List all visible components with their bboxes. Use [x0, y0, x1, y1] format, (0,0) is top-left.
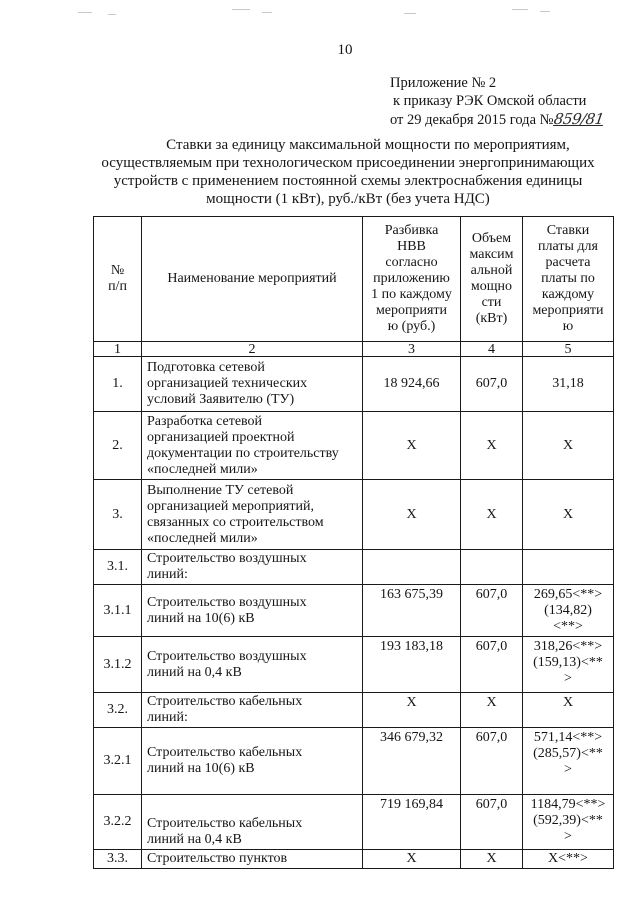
nvv-breakdown-cell: X [363, 850, 461, 869]
max-power-cell: X [461, 480, 523, 550]
table-row [94, 357, 614, 412]
rate-cell: X [523, 412, 614, 480]
row-number-cell: 3.2. [94, 693, 142, 728]
appendix-order-reference: к приказу РЭК Омской области [393, 93, 587, 109]
table-row [94, 637, 614, 693]
max-power-cell [461, 550, 523, 585]
row-number-cell: 3.1.2 [94, 637, 142, 693]
nvv-breakdown-cell: X [363, 480, 461, 550]
nvv-breakdown-cell: 193 183,18 [363, 637, 461, 693]
table-row [94, 412, 614, 480]
title-line: Ставки за единицу максимальной мощности по мероприятиям, [166, 137, 570, 153]
page-number: 10 [337, 42, 353, 58]
appendix-header [390, 74, 604, 129]
rate-cell: X [523, 480, 614, 550]
nvv-breakdown-cell: 719 169,84 [363, 795, 461, 850]
scan-artifact [512, 9, 528, 10]
activity-name-cell: Строительство воздушных линий на 10(6) кВ [142, 585, 363, 637]
activity-name-cell: Строительство пунктов [142, 850, 363, 869]
activity-name-cell: Строительство воздушных линий: [142, 550, 363, 585]
row-number-cell: 3.3. [94, 850, 142, 869]
column-number: 2 [142, 342, 363, 357]
row-number-cell: 3.1.1 [94, 585, 142, 637]
rate-cell: X<**> [523, 850, 614, 869]
nvv-breakdown-cell: 18 924,66 [363, 357, 461, 412]
max-power-cell: 607,0 [461, 637, 523, 693]
rate-cell: 31,18 [523, 357, 614, 412]
column-number: 4 [461, 342, 523, 357]
row-number-cell: 1. [94, 357, 142, 412]
header-max-power: Объем максим альной мощно сти (кВт) [461, 217, 523, 342]
column-number: 3 [363, 342, 461, 357]
rate-cell: 1184,79<**> (592,39)<** > [523, 795, 614, 850]
activity-name-cell: Выполнение ТУ сетевой организацией мероприятий, связанных со строительством «последней мили» [142, 480, 363, 550]
activity-name-cell: Подготовка сетевой организацией технических условий Заявителю (ТУ) [142, 357, 363, 412]
appendix-order-date-text: от 29 декабря 2015 года № [390, 112, 554, 128]
row-number-cell: 2. [94, 412, 142, 480]
table-row [94, 728, 614, 795]
nvv-breakdown-cell: X [363, 693, 461, 728]
rate-cell [523, 550, 614, 585]
activity-name-cell: Строительство воздушных линий на 0,4 кВ [142, 637, 363, 693]
row-number-cell: 3. [94, 480, 142, 550]
table-row [94, 795, 614, 850]
max-power-cell: X [461, 693, 523, 728]
table-row [94, 693, 614, 728]
column-numbers-row [94, 342, 614, 357]
table-row [94, 850, 614, 869]
scan-artifact [262, 12, 272, 13]
header-rate: Ставки платы для расчета платы по каждому мероприяти ю [523, 217, 614, 342]
scan-artifact [404, 13, 416, 14]
max-power-cell: X [461, 850, 523, 869]
rate-cell: 571,14<**> (285,57)<** > [523, 728, 614, 795]
row-number-cell: 3.2.1 [94, 728, 142, 795]
header-nvv-breakdown: Разбивка НВВ согласно приложению 1 по каждому мероприяти ю (руб.) [363, 217, 461, 342]
scan-artifact [232, 9, 250, 10]
scan-artifact [78, 12, 92, 13]
max-power-cell: X [461, 412, 523, 480]
activity-name-cell: Разработка сетевой организацией проектной документации по строительству «последней мили» [142, 412, 363, 480]
max-power-cell: 607,0 [461, 728, 523, 795]
activity-name-cell: Строительство кабельных линий на 0,4 кВ [142, 795, 363, 850]
table-row [94, 480, 614, 550]
appendix-order-date [390, 110, 604, 129]
nvv-breakdown-cell: X [363, 412, 461, 480]
row-number-cell: 3.2.2 [94, 795, 142, 850]
max-power-cell: 607,0 [461, 795, 523, 850]
rate-cell: 318,26<**> (159,13)<** > [523, 637, 614, 693]
title-line: мощности (1 кВт), руб./кВт (без учета НДС) [206, 191, 490, 207]
scan-artifact [108, 14, 116, 15]
activity-name-cell: Строительство кабельных линий: [142, 693, 363, 728]
nvv-breakdown-cell: 346 679,32 [363, 728, 461, 795]
table-row [94, 550, 614, 585]
title-line: устройств с применением постоянной схемы электроснабжения единицы [113, 173, 583, 189]
nvv-breakdown-cell: 163 675,39 [363, 585, 461, 637]
header-activity-name: Наименование мероприятий [142, 217, 363, 342]
appendix-title: Приложение № 2 [390, 75, 497, 91]
activity-name-cell: Строительство кабельных линий на 10(6) кВ [142, 728, 363, 795]
rate-cell: X [523, 693, 614, 728]
title-line: осуществляемым при технологическом присоединении энергопринимающих [101, 155, 595, 171]
max-power-cell: 607,0 [461, 585, 523, 637]
rates-table [93, 216, 614, 869]
header-number: № п/п [94, 217, 142, 342]
nvv-breakdown-cell [363, 550, 461, 585]
document-title [60, 136, 636, 208]
rate-cell: 269,65<**> (134,82) <**> [523, 585, 614, 637]
handwritten-order-number: 859/81 [553, 110, 606, 128]
column-number: 5 [523, 342, 614, 357]
scan-artifact [540, 11, 550, 12]
row-number-cell: 3.1. [94, 550, 142, 585]
table-header-row [94, 217, 614, 342]
column-number: 1 [94, 342, 142, 357]
max-power-cell: 607,0 [461, 357, 523, 412]
table-row [94, 585, 614, 637]
